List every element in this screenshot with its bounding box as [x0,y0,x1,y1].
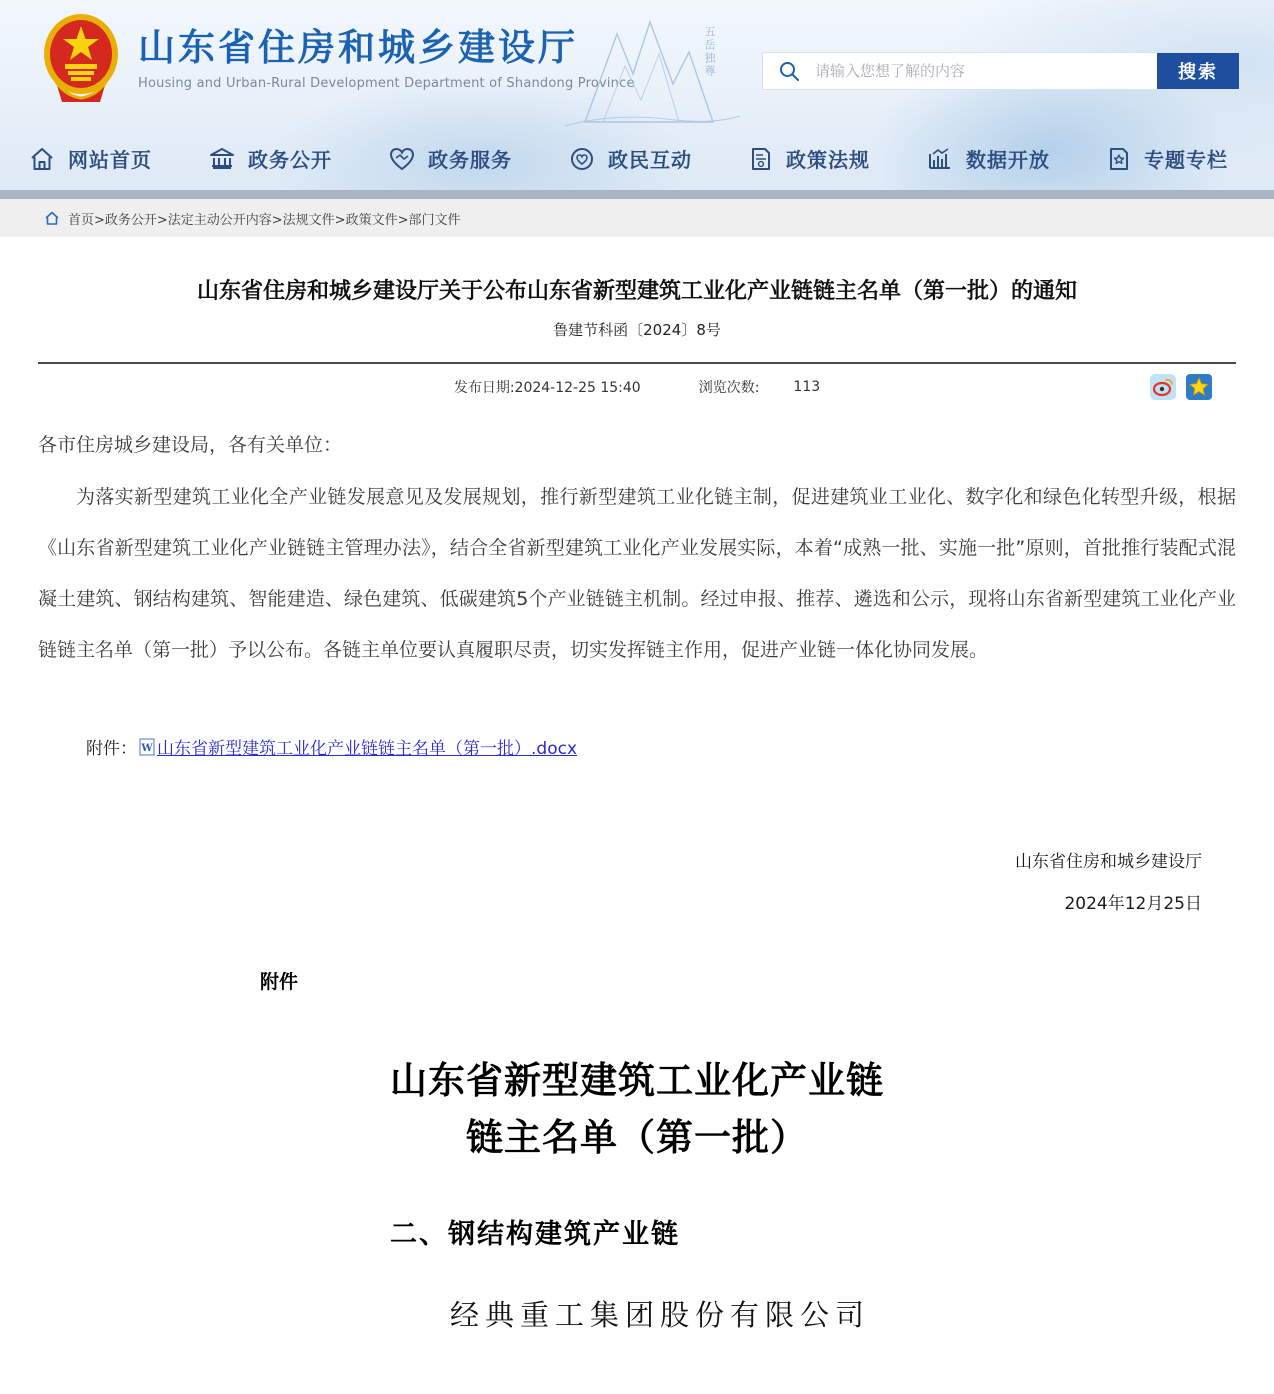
site-title: 山东省住房和城乡建设厅 [138,25,578,69]
site-subtitle: Housing and Urban-Rural Development Department of Shandong Province [138,75,635,91]
signature-date: 2024年12月25日 [1064,894,1202,914]
home-icon [28,146,56,172]
breadcrumb-home-icon [44,211,60,226]
breadcrumb[interactable]: 首页>政务公开>法定主动公开内容>法规文件>政策文件>部门文件 [68,212,461,228]
handshake-heart-icon [388,146,416,172]
publish-date: 发布日期:2024-12-25 15:40 [453,380,641,396]
search-icon [763,53,815,89]
attachment-link[interactable]: 山东省新型建筑工业化产业链链主名单（第一批）.docx [157,739,578,759]
nav-item-special-topics[interactable] [1106,144,1228,173]
nav-divider [0,190,1274,199]
site-header [0,0,1274,190]
attachment-document [38,967,1236,1394]
attachment-doc-title-line2: 链主名单（第一批） [466,1115,808,1159]
attachment-doc-title [38,1052,1236,1166]
nav-item-home[interactable] [28,144,152,173]
weibo-share-icon[interactable] [1150,374,1176,400]
meta-row [38,364,1236,410]
nav-item-open-data[interactable] [926,144,1050,173]
svg-text:W: W [141,742,153,754]
nav-item-label: 政务服务 [428,148,512,172]
doc-number: 鲁建节科函〔2024〕8号 [553,321,721,339]
attachment-doc-title-line1: 山东省新型建筑工业化产业链 [390,1058,884,1102]
nav-item-label: 网站首页 [68,148,152,172]
article [0,237,1274,1394]
share-icons [1150,374,1212,400]
breadcrumb-bar [0,199,1274,237]
special-topics-icon [1106,146,1132,172]
policy-document-icon [748,146,774,172]
views-count: 113 [793,379,821,395]
attachment-doc-section-heading: 二、钢结构建筑产业链 [390,1219,680,1250]
brand [42,12,635,104]
attachment-label: 附件： [86,739,137,759]
national-emblem-logo [42,12,120,104]
nav-item-label: 专题专栏 [1144,148,1228,172]
search-input[interactable] [815,53,1157,89]
nav-item-label: 政民互动 [608,148,692,172]
nav-item-gov-disclosure[interactable] [208,144,332,173]
art-seal-text: 五岳独尊 [703,26,716,78]
word-doc-icon [139,738,155,756]
nav-item-label: 政策法规 [786,148,870,172]
nav-item-label: 政务公开 [248,148,332,172]
interaction-icon [568,146,596,172]
qzone-share-icon[interactable] [1186,374,1212,400]
article-paragraph: 为落实新型建筑工业化全产业链发展意见及发展规划，推行新型建筑工业化链主制，促进建筑业工业化、数字化和绿色化转型升级，根据《山东省新型建筑工业化产业链链主管理办法》，结合全省新型建筑工业化产业发展实际，本着“成熟一批、实施一批”原则，首批推行装配式混凝土建筑、钢结构建筑、智能建造、绿色建筑、低碳建筑5个产业链链主机制。经过申报、推荐、遴选和公示，现将山东省新型建筑工业化产业链链主名单（第一批）予以公布。各链主单位要认真履职尽责，切实发挥链主作用，促进产业链一体化协同发展。 [38,486,1236,661]
nav-item-gov-services[interactable] [388,144,512,173]
nav-item-interaction[interactable] [568,144,692,173]
nav-item-label: 数据开放 [966,148,1050,172]
signature-block [38,841,1236,925]
article-title: 山东省住房和城乡建设厅关于公布山东省新型建筑工业化产业链链主名单（第一批）的通知 [196,279,1077,304]
signature-org: 山东省住房和城乡建设厅 [1015,852,1202,872]
salutation: 各市住房城乡建设局，各有关单位： [38,434,343,456]
government-building-icon [208,146,236,172]
attachment-doc-company: 经典重工集团股份有限公司 [450,1298,871,1332]
main-nav [0,135,1274,182]
search-bar [762,52,1240,90]
attachment-doc-label: 附件 [260,971,299,993]
data-chart-icon [926,146,954,172]
attachment-row [38,734,1236,759]
nav-item-policies[interactable] [748,144,870,173]
search-button[interactable]: 搜索 [1157,53,1239,89]
views-label: 浏览次数: [698,380,760,396]
